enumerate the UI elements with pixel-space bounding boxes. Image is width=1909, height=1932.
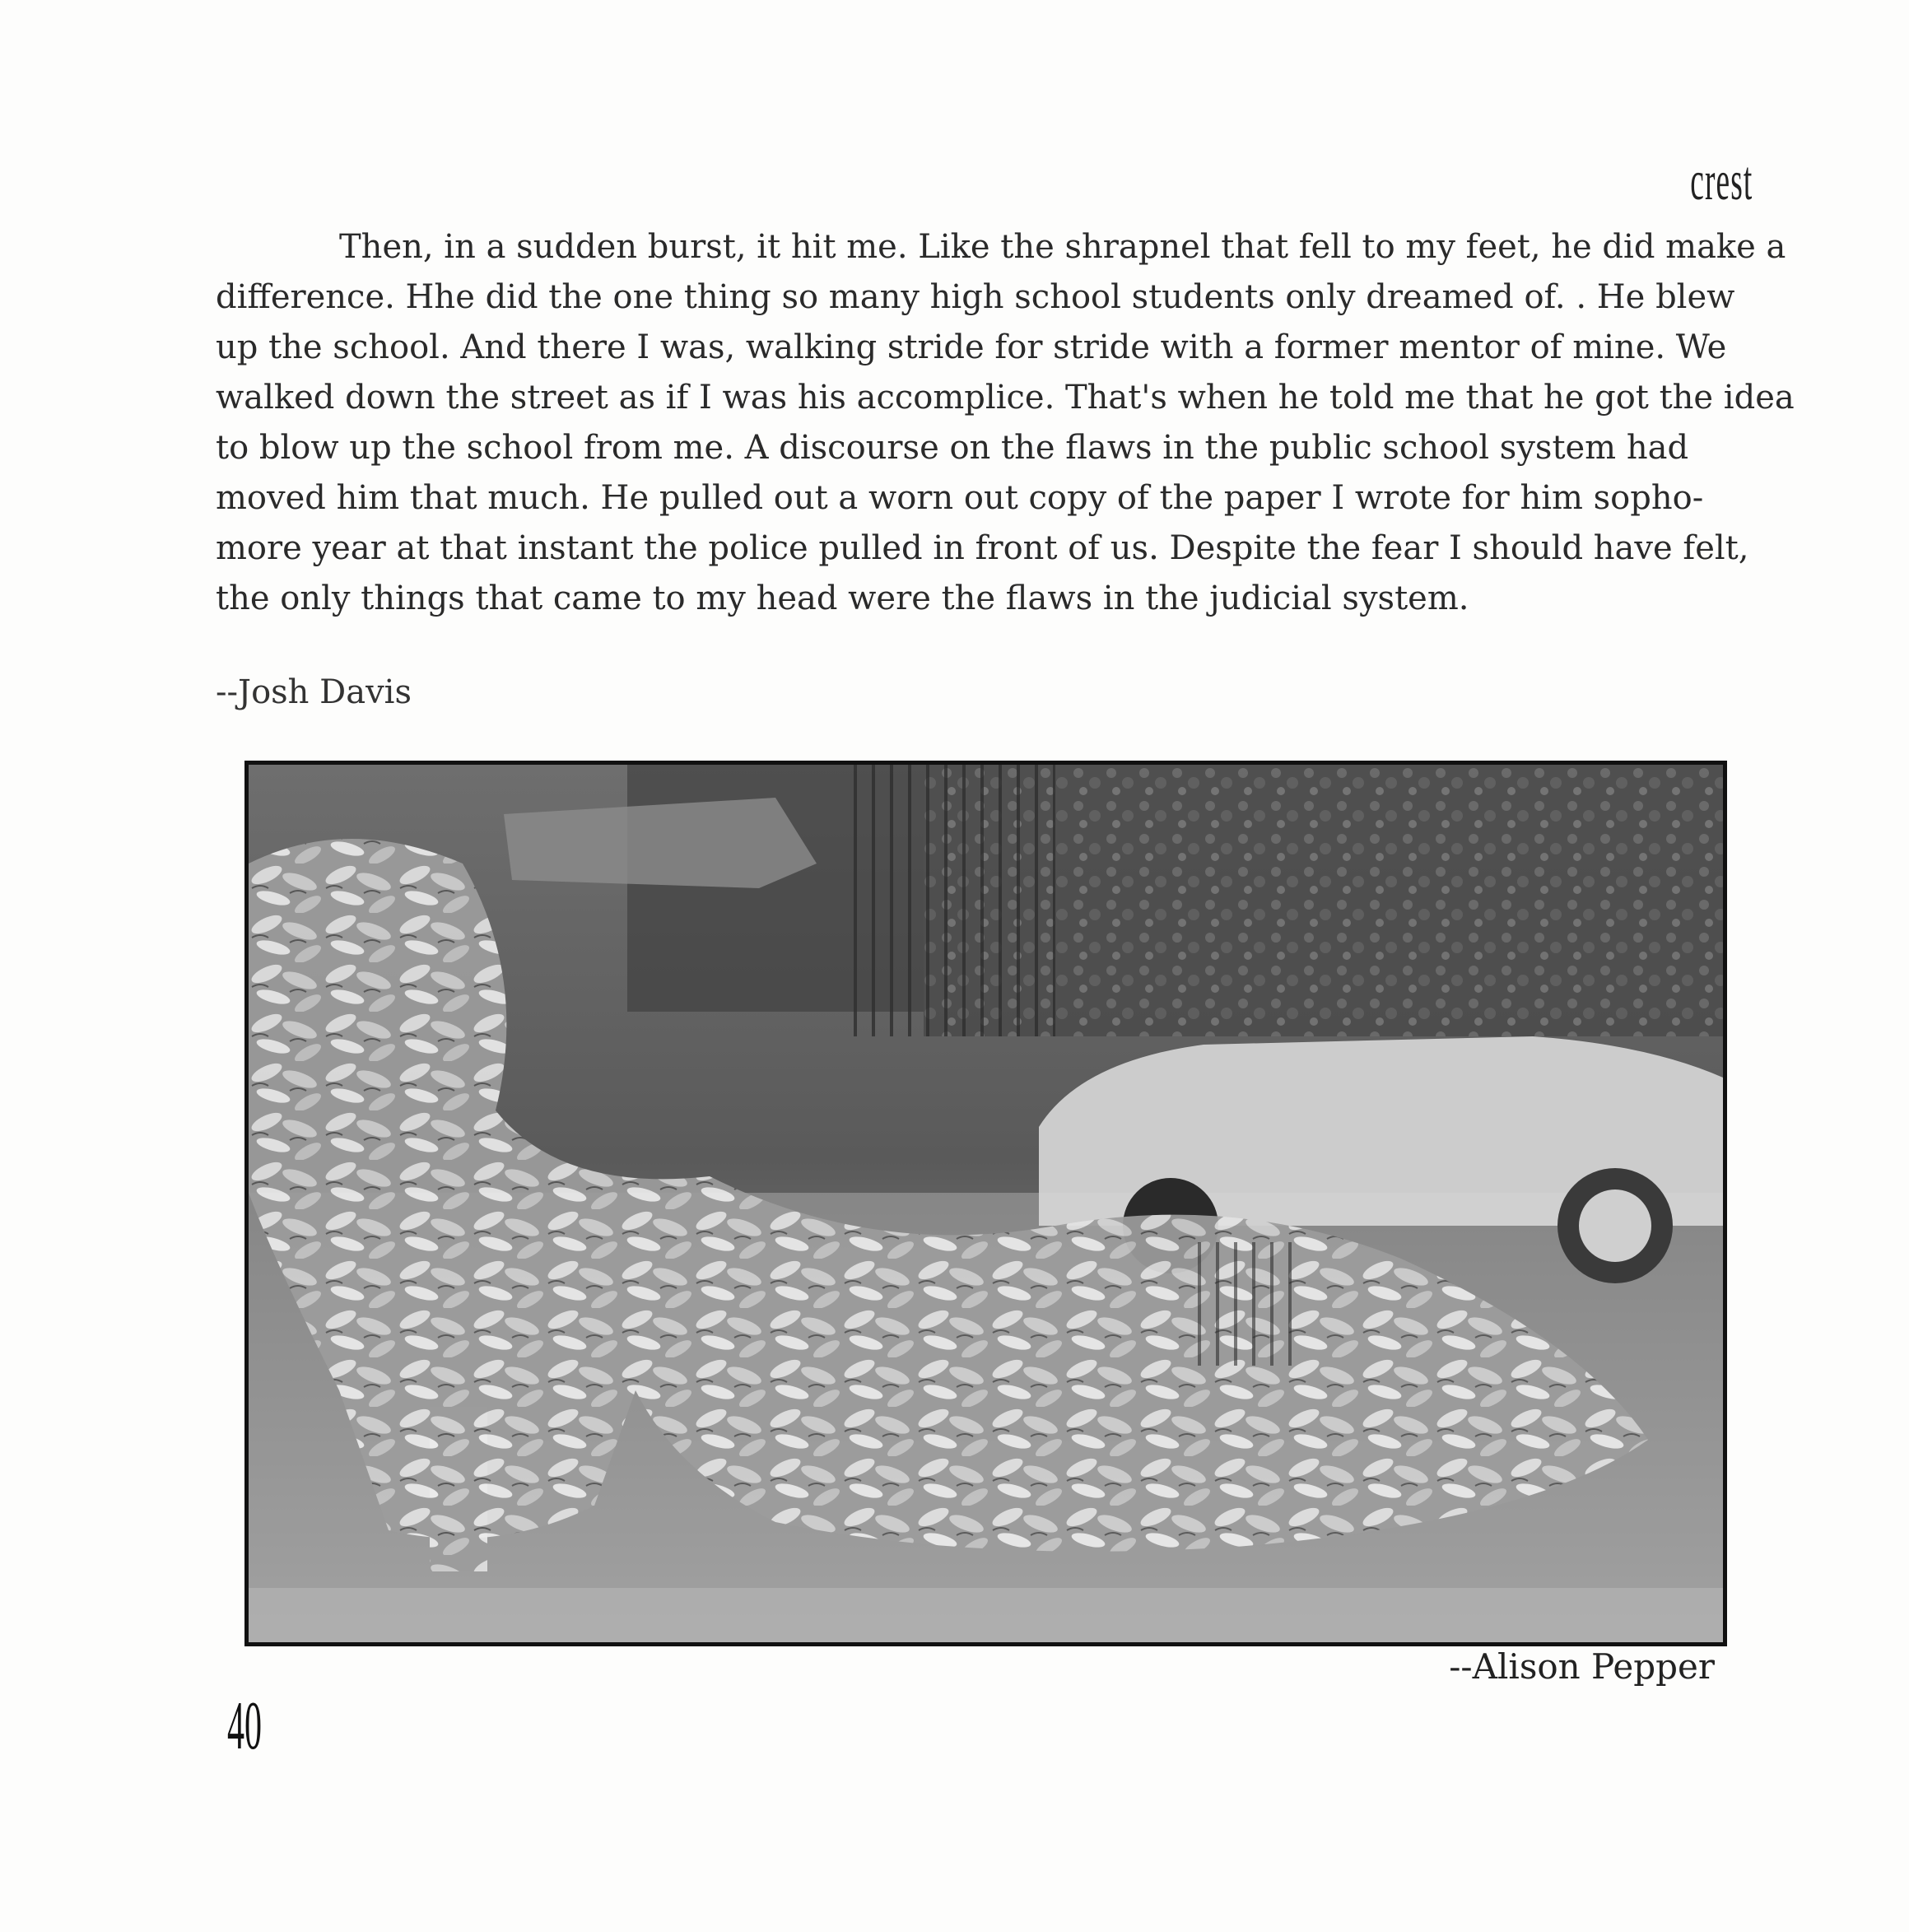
- essay-line: walked down the street as if I was his accomplice. That's when he told me that he got the idea: [216, 379, 1795, 417]
- essay-author-byline: --Josh Davis: [216, 673, 412, 711]
- collage-photograph: [244, 761, 1727, 1646]
- essay-line: moved him that much. He pulled out a worn out copy of the paper I wrote for him sopho-: [216, 479, 1704, 517]
- essay-line: the only things that came to my head were the flaws in the judicial system.: [216, 580, 1469, 617]
- artist-byline: --Alison Pepper: [1449, 1646, 1715, 1687]
- essay-line: up the school. And there I was, walking stride for stride with a former mentor of mine. We: [216, 328, 1727, 366]
- page-number: 40: [227, 1688, 262, 1764]
- essay-line: difference. Hhe did the one thing so many high school students only dreamed of. . He blew: [216, 278, 1735, 316]
- essay-paragraph: [216, 222, 1795, 624]
- essay-line: to blow up the school from me. A discourse on the flaws in the public school system had: [216, 429, 1689, 467]
- running-head: crest: [1689, 149, 1753, 212]
- collage-photograph-image: [249, 765, 1723, 1642]
- essay-line: more year at that instant the police pulled in front of us. Despite the fear I should have felt,: [216, 529, 1749, 567]
- essay-line: Then, in a sudden burst, it hit me. Like the shrapnel that fell to my feet, he did make a: [339, 228, 1786, 266]
